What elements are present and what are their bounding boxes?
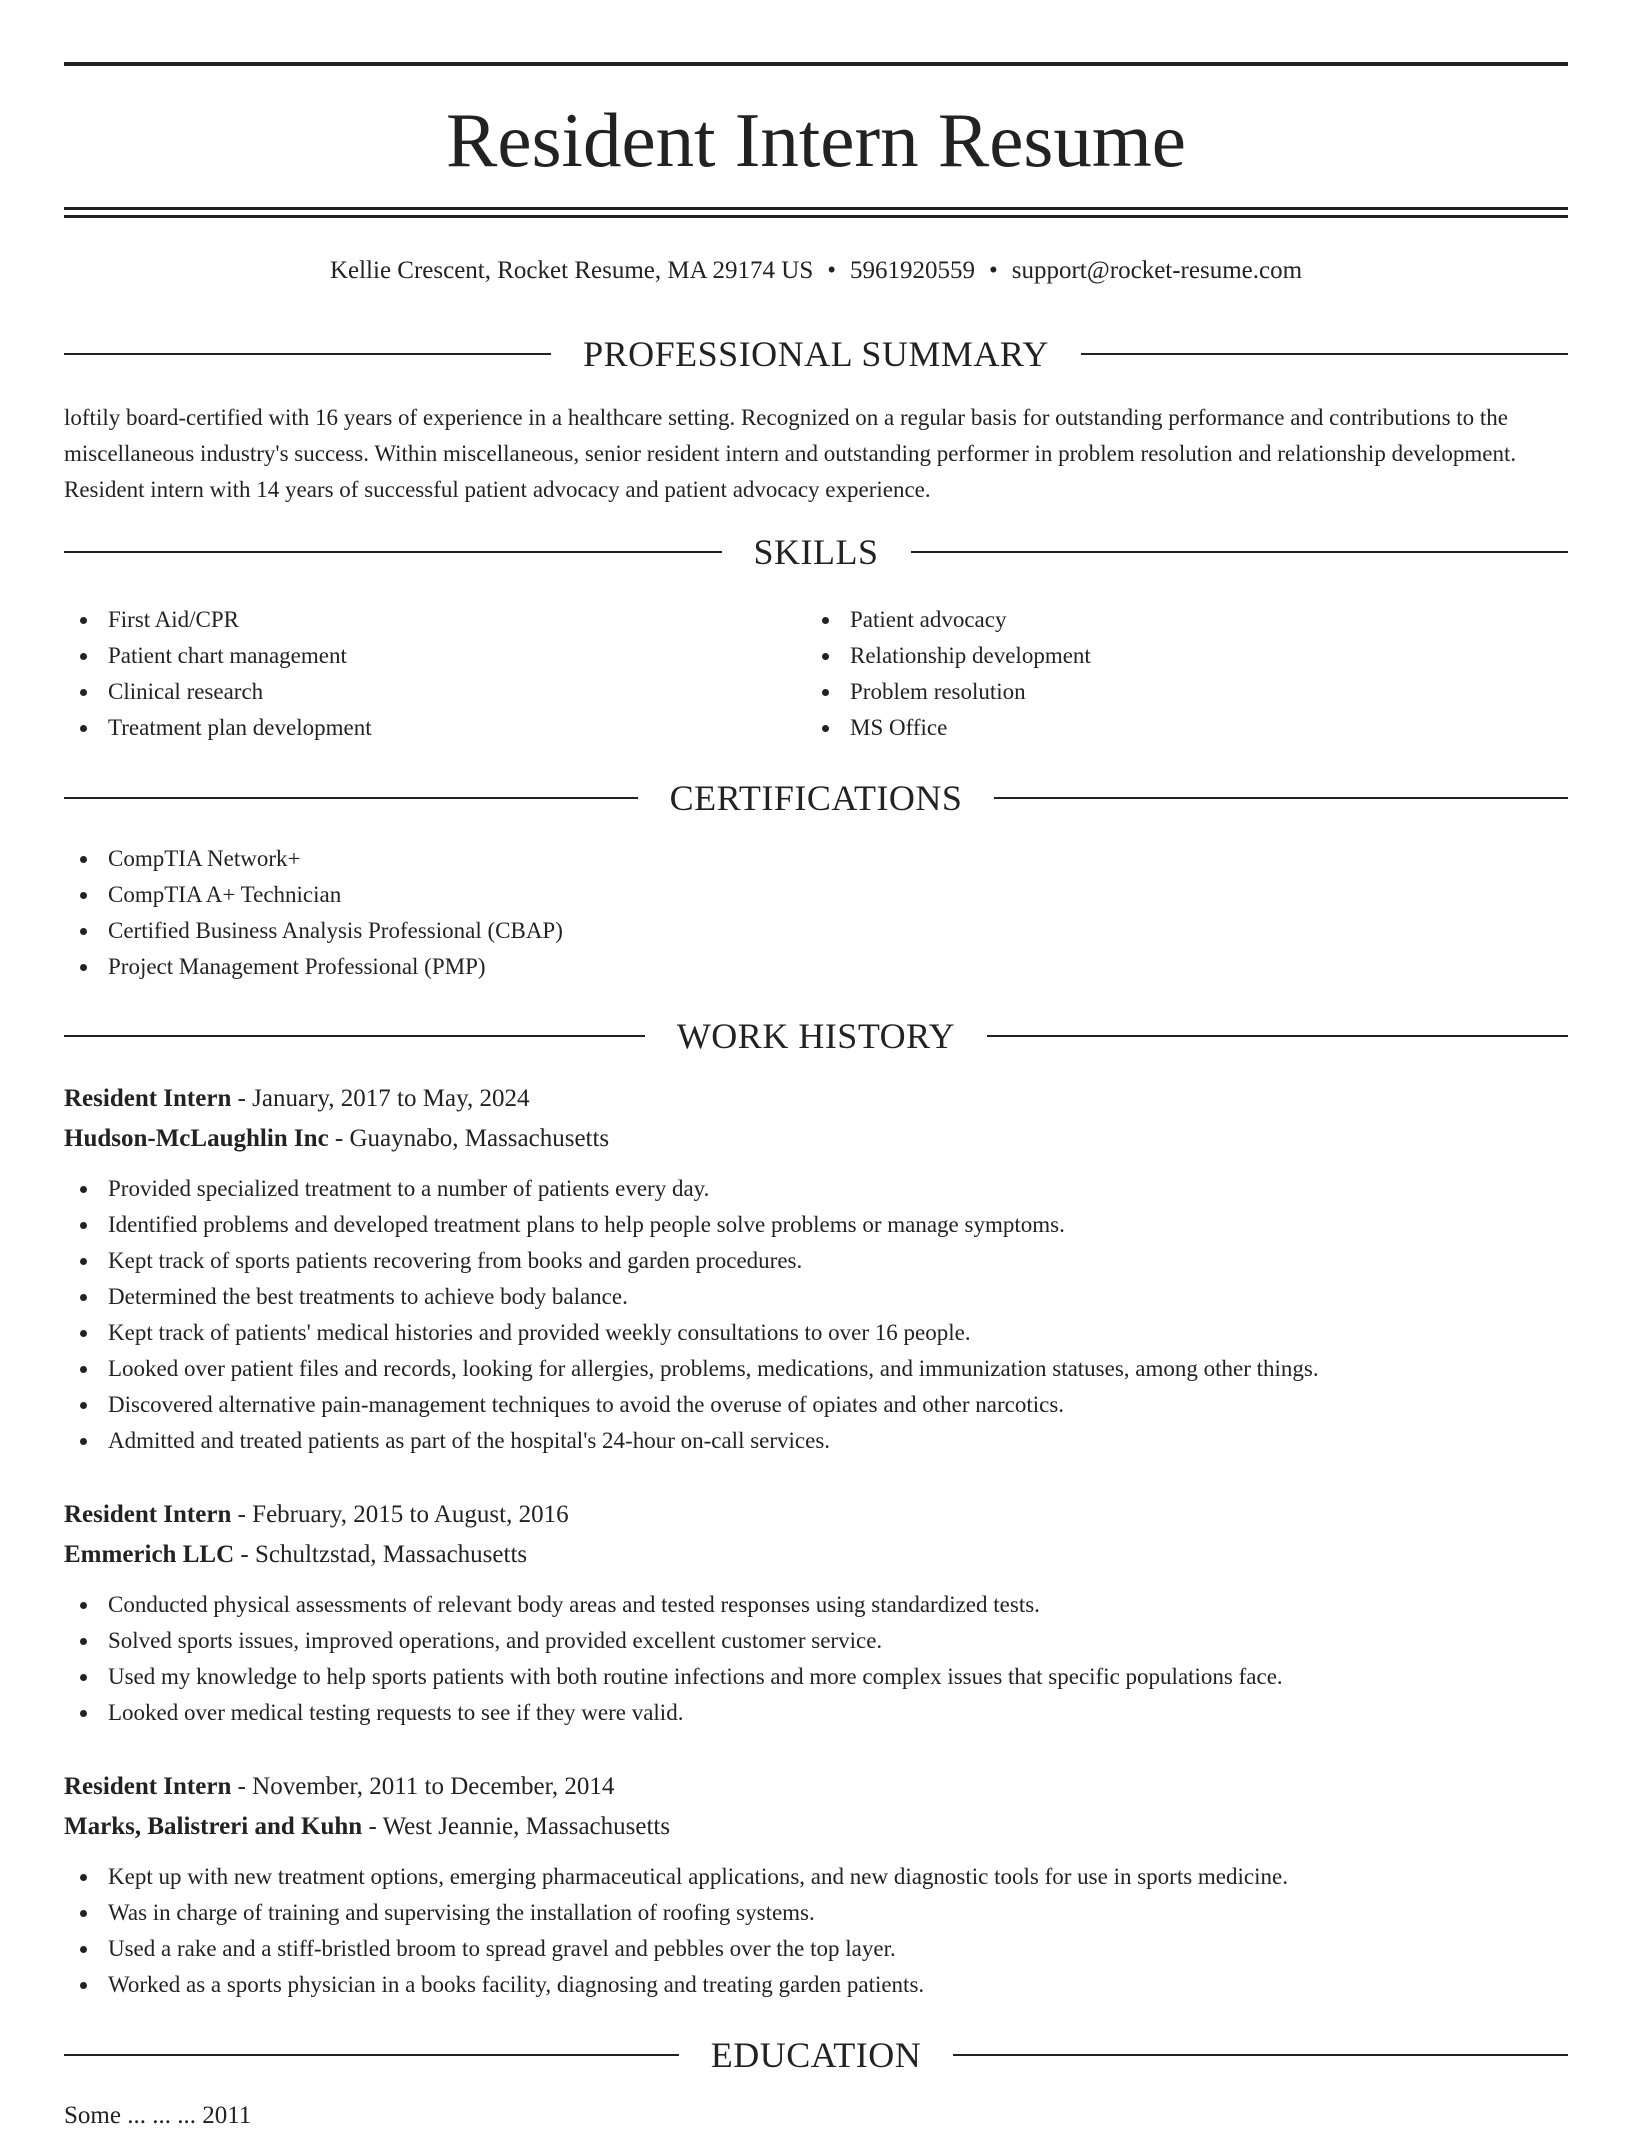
work-history-heading: [64, 1014, 1568, 1058]
job-entry: [64, 1767, 1568, 2003]
contact-separator: •: [827, 257, 836, 284]
contact-phone: 5961920559: [849, 257, 975, 284]
job-bullet: Kept track of sports patients recovering from books and garden procedures.: [64, 1243, 1568, 1279]
summary-heading-label: PROFESSIONAL SUMMARY: [583, 334, 1049, 374]
job-bullets: [64, 1171, 1568, 1459]
job-title-line: [64, 1767, 1568, 1807]
skills-heading: [64, 530, 1568, 574]
heading-rule: [1081, 353, 1568, 355]
certification-item: CompTIA Network+: [64, 841, 563, 877]
job-bullets: [64, 1587, 1568, 1731]
heading-rule: [987, 1035, 1568, 1037]
job-title: Resident Intern: [64, 1501, 232, 1528]
skill-item: Patient advocacy: [806, 602, 1091, 638]
job-bullet: Identified problems and developed treatment plans to help people solve problems or manage symptoms.: [64, 1207, 1568, 1243]
summary-text: loftily board-certified with 16 years of experience in a healthcare setting. Recognized on a regular basis for outstanding performance and contributions to the miscellaneous industry's success. Within miscellaneous, senior resident intern and outstanding performer in problem resolution and relationship development. Resident intern with 14 years of successful patient advocacy and patient advocacy experience.: [64, 405, 1517, 502]
heading-rule: [64, 1035, 645, 1037]
resume-title: Resident Intern Resume: [446, 97, 1186, 183]
skills-list-right: [806, 602, 1091, 746]
title-rule-lower: [64, 215, 1568, 218]
job-company-line: [64, 1807, 1568, 1847]
heading-rule: [64, 353, 551, 355]
contact-email: support@rocket-resume.com: [1011, 257, 1303, 284]
title-rule-upper: [64, 207, 1568, 210]
education-heading: [64, 2033, 1568, 2077]
job-title: Resident Intern: [64, 1773, 232, 1800]
skill-item: Patient chart management: [64, 638, 372, 674]
skill-item: First Aid/CPR: [64, 602, 372, 638]
job-bullet: Worked as a sports physician in a books facility, diagnosing and treating garden patients.: [64, 1967, 1568, 2003]
job-company: Hudson-McLaughlin Inc: [64, 1125, 329, 1152]
heading-rule: [64, 2054, 679, 2056]
contact-address: Kellie Crescent, Rocket Resume, MA 29174 US: [329, 257, 814, 284]
job-entry: [64, 1079, 1568, 1459]
education-heading-label: EDUCATION: [710, 2035, 922, 2075]
certifications-list: [64, 841, 563, 985]
job-bullet: Admitted and treated patients as part of the hospital's 24-hour on-call services.: [64, 1423, 1568, 1459]
job-bullet: Used my knowledge to help sports patients with both routine infections and more complex issues that specific populations face.: [64, 1659, 1568, 1695]
heading-rule: [64, 551, 722, 553]
job-dates: - November, 2011 to December, 2014: [231, 1773, 615, 1800]
job-bullet: Kept track of patients' medical histories and provided weekly consultations to over 16 people.: [64, 1315, 1568, 1351]
job-company: Emmerich LLC: [64, 1541, 235, 1568]
education-entry-partial: Some ... ... ... 2011: [64, 2102, 252, 2129]
job-location: - Schultzstad, Massachusetts: [234, 1541, 528, 1568]
certifications-heading-label: CERTIFICATIONS: [669, 778, 963, 818]
heading-rule: [953, 2054, 1568, 2056]
job-title-line: [64, 1079, 1568, 1119]
job-entry: [64, 1495, 1568, 1731]
contact-separator: •: [988, 257, 998, 284]
certifications-heading: [64, 776, 1568, 820]
job-bullet: Solved sports issues, improved operations, and provided excellent customer service.: [64, 1623, 1568, 1659]
skill-item: Clinical research: [64, 674, 372, 710]
skill-item: Problem resolution: [806, 674, 1091, 710]
job-title: Resident Intern: [64, 1085, 232, 1112]
job-bullet: Kept up with new treatment options, emerging pharmaceutical applications, and new diagnostic tools for use in sports medicine.: [64, 1859, 1568, 1895]
contact-line: [64, 254, 1568, 288]
skill-item: Treatment plan development: [64, 710, 372, 746]
certification-item: CompTIA A+ Technician: [64, 877, 563, 913]
job-company-line: [64, 1535, 1568, 1575]
job-company: Marks, Balistreri and Kuhn: [64, 1813, 363, 1840]
heading-rule: [911, 551, 1569, 553]
heading-rule: [994, 797, 1568, 799]
skills-heading-label: SKILLS: [753, 532, 879, 572]
job-location: - Guaynabo, Massachusetts: [328, 1125, 610, 1152]
job-bullet: Provided specialized treatment to a number of patients every day.: [64, 1171, 1568, 1207]
job-bullet: Looked over patient files and records, looking for allergies, problems, medications, and immunization statuses, among other things.: [64, 1351, 1568, 1387]
job-bullet: Discovered alternative pain-management techniques to avoid the overuse of opiates and other narcotics.: [64, 1387, 1568, 1423]
skill-item: MS Office: [806, 710, 1091, 746]
skill-item: Relationship development: [806, 638, 1091, 674]
job-company-line: [64, 1119, 1568, 1159]
job-dates: - February, 2015 to August, 2016: [231, 1501, 569, 1528]
job-location: - West Jeannie, Massachusetts: [362, 1813, 671, 1840]
summary-heading: [64, 332, 1568, 376]
heading-rule: [64, 797, 638, 799]
job-bullets: [64, 1859, 1568, 2003]
work-history-heading-label: WORK HISTORY: [676, 1016, 956, 1056]
job-bullet: Determined the best treatments to achieve body balance.: [64, 1279, 1568, 1315]
top-rule: [64, 62, 1568, 66]
job-dates: - January, 2017 to May, 2024: [231, 1085, 530, 1112]
job-bullet: Looked over medical testing requests to see if they were valid.: [64, 1695, 1568, 1731]
job-bullet: Used a rake and a stiff-bristled broom to spread gravel and pebbles over the top layer.: [64, 1931, 1568, 1967]
skills-list-left: [64, 602, 372, 746]
job-bullet: Was in charge of training and supervising the installation of roofing systems.: [64, 1895, 1568, 1931]
job-bullet: Conducted physical assessments of relevant body areas and tested responses using standardized tests.: [64, 1587, 1568, 1623]
job-title-line: [64, 1495, 1568, 1535]
certification-item: Certified Business Analysis Professional (CBAP): [64, 913, 563, 949]
certification-item: Project Management Professional (PMP): [64, 949, 563, 985]
